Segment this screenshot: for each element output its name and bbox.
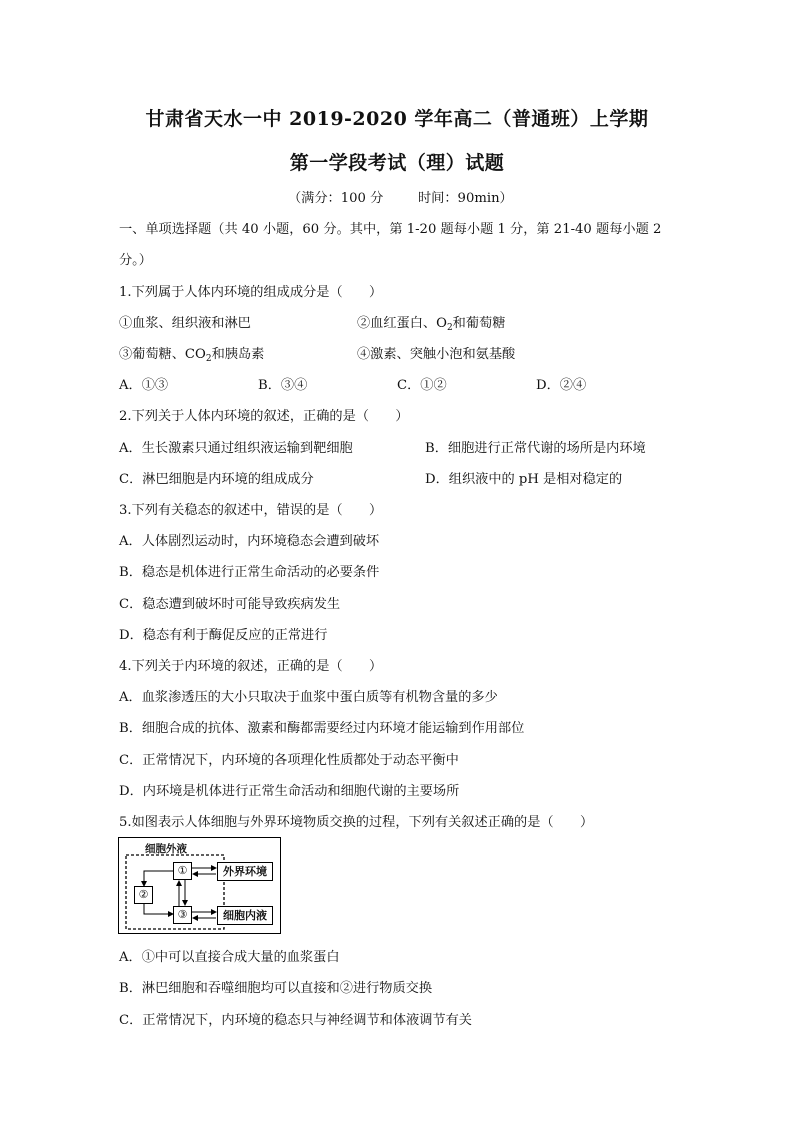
q1-option-c: C．①② [397,378,447,393]
q1-option-b: B．③④ [258,378,308,393]
q2-option-b: B．细胞进行正常代谢的场所是内环境 [425,441,646,456]
exam-title-line1: 甘肃省天水一中 2019-2020 学年高二（普通班）上学期 [145,108,649,130]
node-3: ③ [173,906,192,924]
section-heading-cont: 分。） [119,253,152,268]
exchange-diagram [118,837,281,934]
q2-option-c: C．淋巴细胞是内环境的组成成分 [119,472,314,487]
q4-option-a: A．血浆渗透压的大小只取决于血浆中蛋白质等有机物含量的多少 [119,690,498,705]
exam-score: （满分：100 分 [288,191,384,206]
q3-option-b: B．稳态是机体进行正常生命活动的必要条件 [119,565,380,580]
q3-option-d: D．稳态有利于酶促反应的正常进行 [119,628,328,643]
q1-option-d: D．②④ [536,378,587,393]
q5-option-b: B．淋巴细胞和吞噬细胞均可以直接和②进行物质交换 [119,981,433,996]
q1-item-2: ②血红蛋白、$O_2$和葡萄糖 [357,316,506,333]
q5-option-a: A．①中可以直接合成大量的血浆蛋白 [119,950,340,965]
q1-item-4: ④激素、突触小泡和氨基酸 [357,347,516,362]
intracellular-fluid-box: 细胞内液 [217,906,273,925]
q3-option-c: C．稳态遭到破坏时可能导致疾病发生 [119,597,341,612]
q2-option-d: D．组织液中的 pH 是相对稳定的 [425,472,623,487]
q4-stem: 4.下列关于内环境的叙述，正确的是（ ） [119,659,383,674]
exam-title-line2: 第一学段考试（理）试题 [289,152,505,174]
q3-stem: 3.下列有关稳态的叙述中，错误的是（ ） [119,503,383,518]
q4-option-d: D．内环境是机体进行正常生命活动和细胞代谢的主要场所 [119,784,460,799]
node-2: ② [134,886,153,904]
q3-option-a: A．人体剧烈运动时，内环境稳态会遭到破坏 [119,534,380,549]
node-1: ① [173,862,192,880]
q5-stem: 5.如图表示人体细胞与外界环境物质交换的过程，下列有关叙述正确的是（ ） [119,815,594,830]
q4-option-b: B．细胞合成的抗体、激素和酶都需要经过内环境才能运输到作用部位 [119,721,525,736]
q2-option-a: A．生长激素只通过组织液运输到靶细胞 [119,441,353,456]
q2-stem: 2.下列关于人体内环境的叙述，正确的是（ ） [119,409,409,424]
exam-time: 时间：90min） [418,191,513,206]
extracellular-fluid-label: 细胞外液 [145,843,187,855]
external-environment-box: 外界环境 [217,862,273,881]
q1-option-a: A．①③ [119,378,169,393]
q1-stem: 1.下列属于人体内环境的组成成分是（ ） [119,285,383,300]
q1-item-1: ①血浆、组织液和淋巴 [119,316,251,331]
q5-option-c: C．正常情况下，内环境的稳态只与神经调节和体液调节有关 [119,1013,472,1028]
q1-item-3: ③葡萄糖、$CO_2$和胰岛素 [119,347,265,364]
section-heading: 一、单项选择题（共 40 小题，60 分。其中，第 1-20 题每小题 1 分，第 21-40 题每小题 2 [119,222,662,237]
q4-option-c: C．正常情况下，内环境的各项理化性质都处于动态平衡中 [119,753,459,768]
